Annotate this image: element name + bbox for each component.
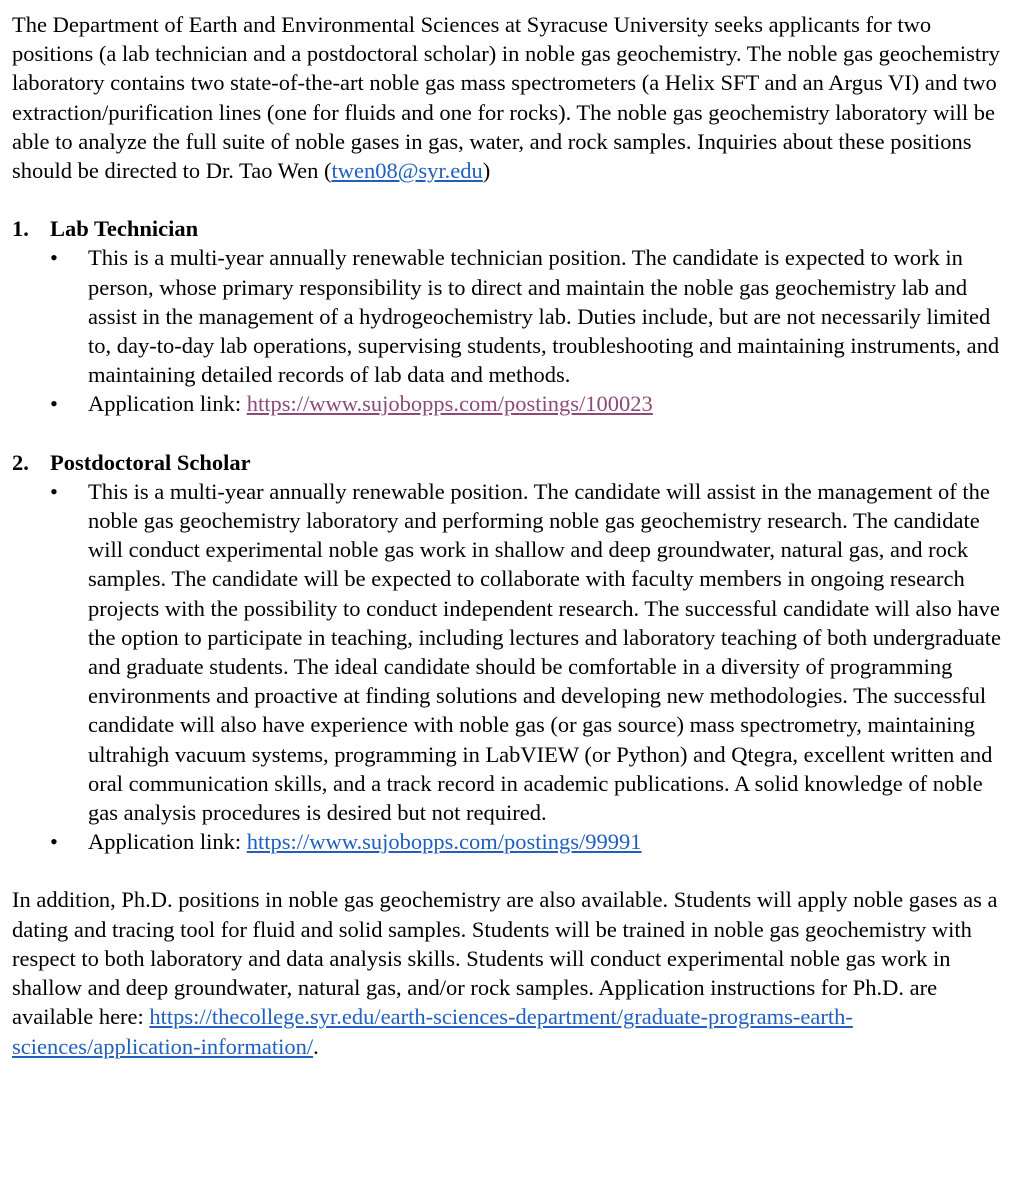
bullet-icon: • [50, 829, 58, 855]
phd-application-link[interactable]: https://thecollege.syr.edu/earth-sciences-department/graduate-programs-earth-sciences/application-information/ [12, 1004, 853, 1059]
bullet-icon: • [50, 245, 58, 271]
section-title: Lab Technician [50, 216, 199, 242]
list-item [12, 389, 1005, 418]
bullet-list [12, 243, 1005, 418]
section-lab-technician [12, 214, 1005, 418]
intro-paragraph [12, 10, 1005, 185]
list-item [12, 477, 1005, 827]
application-link-label: Application link: [88, 829, 247, 855]
bullet-icon: • [50, 478, 58, 504]
list-item [12, 827, 1005, 856]
phd-text: In addition, Ph.D. positions in noble gas geochemistry are also available. Students will apply noble gases as a dating and tracing tool for fluid and solid samples. Students will be trained in noble gas geochemistry with respect to both laboratory and data analysis skills. Students will conduct experimental noble gas work in shallow and deep groundwater, natural gas, and/or rock samples. Application instructions for Ph.D. are available here: [12, 887, 998, 1030]
application-link-postdoc[interactable]: https://www.sujobopps.com/postings/99991 [246, 829, 642, 855]
section-title: Postdoctoral Scholar [50, 449, 251, 475]
spacer [12, 185, 1005, 214]
list-item [12, 243, 1005, 389]
phd-paragraph [12, 885, 1005, 1060]
section-heading [12, 214, 1005, 243]
application-link-technician[interactable]: https://www.sujobopps.com/postings/100023 [246, 391, 653, 417]
phd-closing: . [313, 1033, 319, 1059]
section-number: 1. [12, 216, 29, 242]
bullet-list [12, 477, 1005, 857]
section-heading [12, 448, 1005, 477]
section-number: 2. [12, 449, 29, 475]
application-link-label: Application link: [88, 391, 247, 417]
spacer [12, 856, 1005, 885]
bullet-icon: • [50, 391, 58, 417]
intro-text: The Department of Earth and Environmental Sciences at Syracuse University seeks applicants for two positions (a lab technician and a postdoctoral scholar) in noble gas geochemistry. The noble gas geochemistry laboratory contains two state-of-the-art noble gas mass spectrometers (a Helix SFT and an Argus VI) and two extraction/purification lines (one for fluids and one for rocks). The noble gas geochemistry laboratory will be able to analyze the full suite of noble gases in gas, water, and rock samples. Inquiries about these positions should be directed to Dr. Tao Wen ( [12, 12, 1000, 184]
section-postdoctoral-scholar [12, 448, 1005, 857]
contact-email-link[interactable]: twen08@syr.edu [331, 158, 483, 184]
spacer [12, 419, 1005, 448]
position-description: This is a multi-year annually renewable technician position. The candidate is expected to work in person, whose primary responsibility is to direct and maintain the noble gas geochemistry lab and assist in the management of a hydrogeochemistry lab. Duties include, but are not necessarily limited to, day-to-day lab operations, supervising students, troubleshooting and maintaining instruments, and maintaining detailed records of lab data and methods. [88, 245, 1000, 388]
position-description: This is a multi-year annually renewable position. The candidate will assist in the management of the noble gas geochemistry laboratory and performing noble gas geochemistry research. The candidate will conduct experimental noble gas work in shallow and deep groundwater, natural gas, and rock samples. The candidate will be expected to collaborate with faculty members in ongoing research projects with the possibility to conduct independent research. The successful candidate will also have the option to participate in teaching, including lectures and laboratory teaching of both undergraduate and graduate students. The ideal candidate should be comfortable in a diversity of programming environments and proactive at finding solutions and developing new methodologies. The successful candidate will also have experience with noble gas (or gas source) mass spectrometry, maintaining ultrahigh vacuum systems, programming in LabVIEW (or Python) and Qtegra, excellent written and oral communication skills, and a track record in academic publications. A solid knowledge of noble gas analysis procedures is desired but not required. [88, 478, 1002, 826]
intro-closing: ) [482, 158, 491, 184]
